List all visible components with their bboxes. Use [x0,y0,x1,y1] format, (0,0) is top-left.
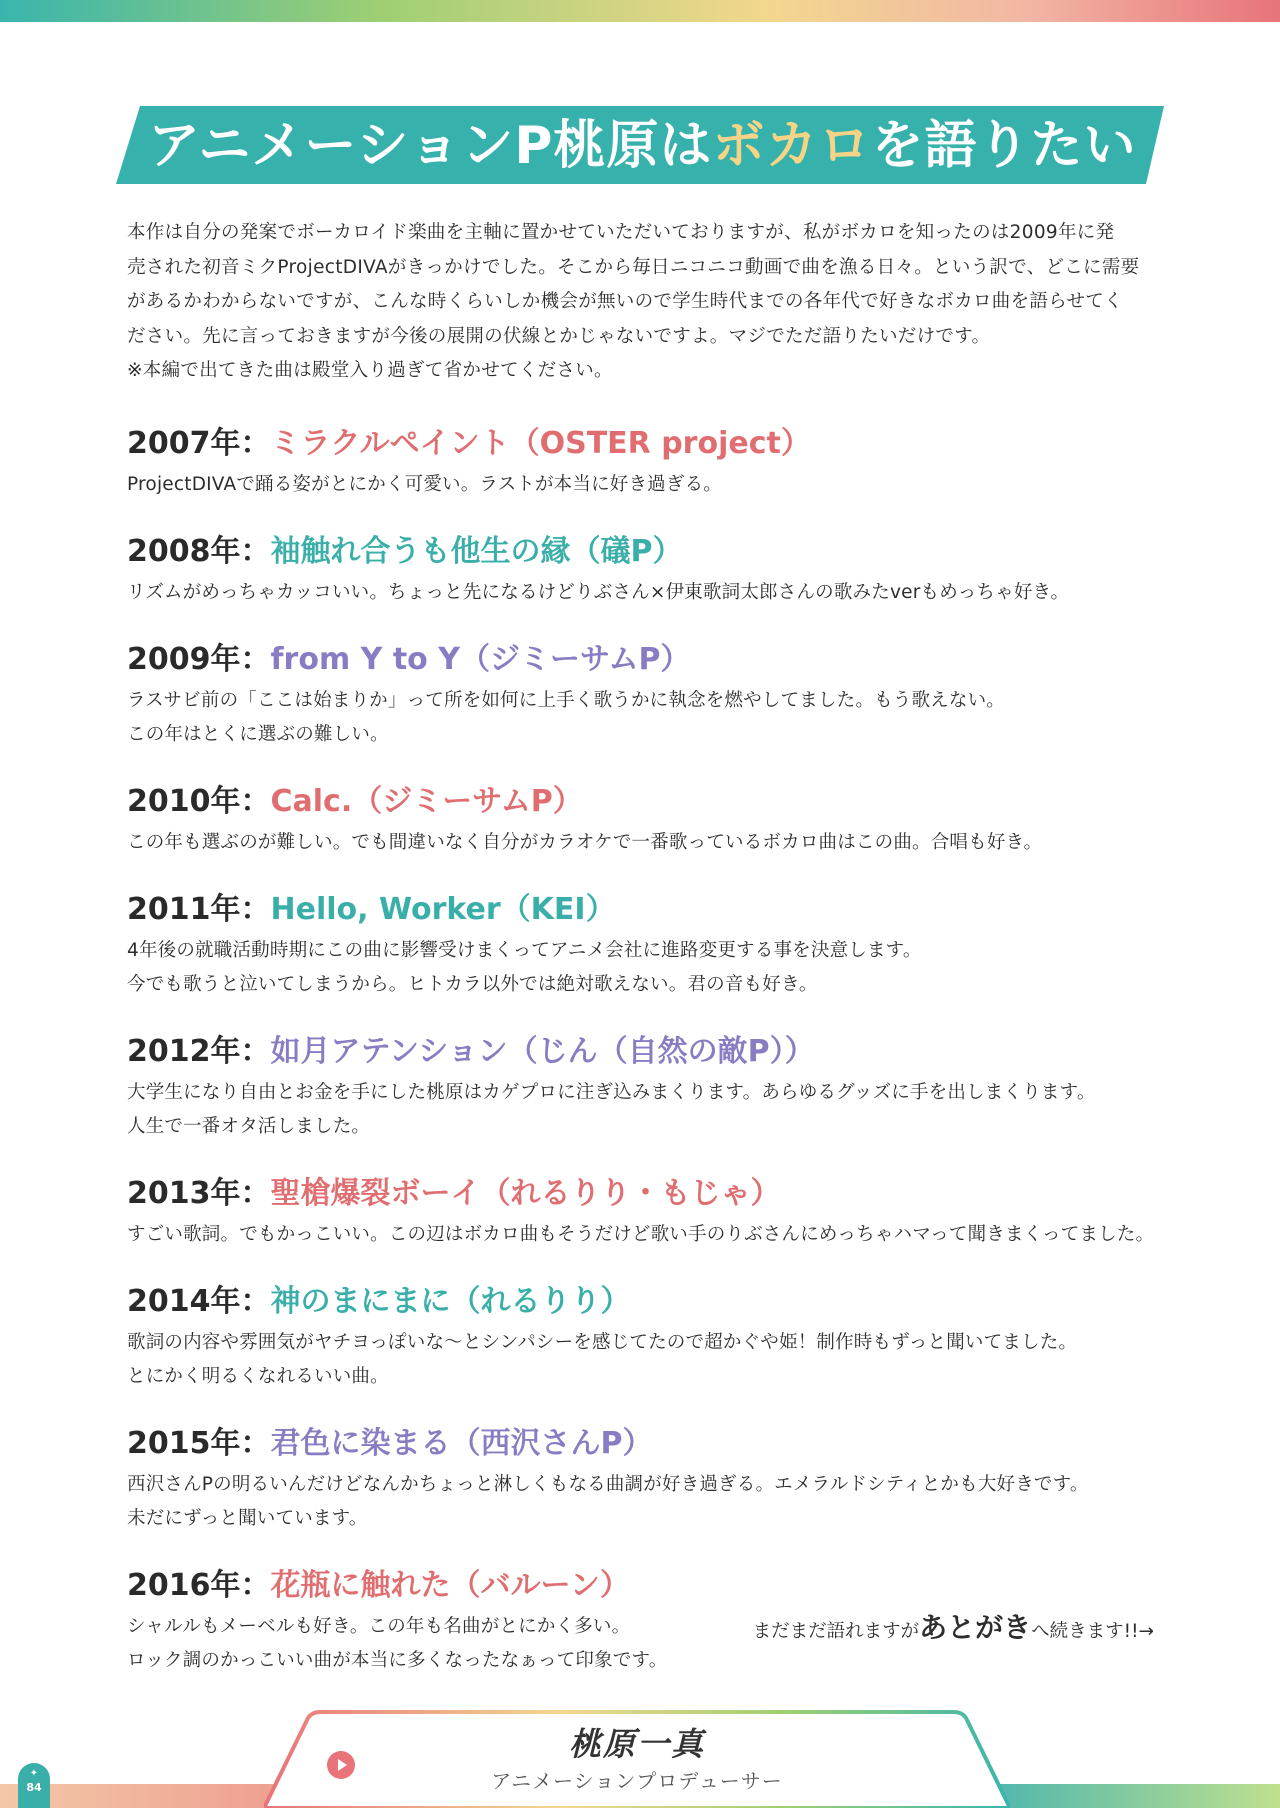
entry-comment: 人生で一番オタ活しました。 [127,1116,371,1137]
song-entry-2009 [127,636,1167,752]
author-role: アニメーションプロデューサー [491,1769,783,1793]
entry-year: 2015年： [127,1426,271,1461]
star-icon: ✦ [29,1768,39,1779]
entry-song: from Y to Y（ジミーサムP） [270,642,691,677]
entry-year: 2007年： [127,426,271,461]
song-entry-2014 [127,1278,1167,1394]
entry-comment: とにかく明るくなれるいい曲。 [127,1366,389,1387]
entry-comment: すごい歌詞。でもかっこいい。この辺はボカロ曲もそうだけど歌い手のりぶさんにめっちゃハマって聞きまくってました。 [127,1224,1155,1245]
outro-before: まだまだ語れますが [752,1621,920,1642]
intro-note: ※本編で出てきた曲は殿堂入り過ぎて省かせてください。 [127,360,613,381]
intro-paragraph [127,216,1157,389]
song-list [127,420,1167,1704]
outro-afterword: あとがき [919,1611,1032,1644]
continuation-note [600,1608,1154,1652]
title-accent: ボカロ [712,116,872,176]
entry-song: 神のまにまに（れるりり） [270,1284,631,1319]
entry-year: 2010年： [127,784,271,819]
intro-line: 売された初音ミクProjectDIVAがきっかけでした。そこから毎日ニコニコ動画で曲を漁る日々。という訳で、どこに需要 [127,256,1140,278]
entry-comment: ラスサビ前の「ここは始まりか」って所を如何に上手く歌うかに執念を燃やしてました。もう歌えない。 [127,690,1005,711]
top-gradient-bar [0,0,1280,22]
entry-song: Calc.（ジミーサムP） [270,784,583,819]
entry-comment: 今でも歌うと泣いてしまうから。ヒトカラ以外では絶対歌えない。君の音も好き。 [127,974,818,995]
intro-line: があるかわからないですが、こんな時くらいしか機会が無いので学生時代までの各年代で好きなボカロ曲を語らせてく [127,291,1123,312]
entry-comment: ProjectDIVAで踊る姿がとにかく可愛い。ラストが本当に好き過ぎる。 [127,474,722,495]
song-entry-2011 [127,886,1167,1002]
song-entry-2010 [127,778,1167,860]
song-entry-2008 [127,528,1167,610]
song-entry-2007 [127,420,1167,502]
song-entry-2015 [127,1420,1167,1536]
entry-year: 2011年： [127,892,271,927]
entry-year: 2014年： [127,1284,271,1319]
entry-year: 2012年： [127,1034,271,1069]
entry-comment: この年はとくに選ぶの難しい。 [127,724,389,745]
title-part-2: を語りたい [871,116,1137,176]
entry-year: 2016年： [127,1568,271,1603]
entry-song: 袖触れ合うも他生の縁（礒P） [270,534,683,569]
entry-comment: リズムがめっちゃカッコいい。ちょっと先になるけどりぶさん×伊東歌詞太郎さんの歌みたverもめっちゃ好き。 [127,582,1070,603]
outro-after: へ続きます!!→ [1031,1621,1154,1642]
entry-song: 君色に染まる（西沢さんP） [270,1426,653,1461]
page-number: 84 [26,1781,42,1794]
entry-comment: この年も選ぶのが難しい。でも間違いなく自分がカラオケで一番歌っているボカロ曲はこの曲。合唱も好き。 [127,832,1043,853]
entry-comment: 未だにずっと聞いています。 [127,1508,368,1529]
entry-year: 2009年： [127,642,271,677]
entry-comment: 大学生になり自由とお金を手にした桃原はカゲプロに注ぎ込みまくります。あらゆるグッズに手を出しまくります。 [127,1082,1096,1103]
entry-song: ミラクルペイント（OSTER project） [270,426,811,461]
footer-band-right [980,1784,1280,1808]
intro-line: ださい。先に言っておきますが今後の展開の伏線とかじゃないですよ。マジでただ語りたいだけです。 [127,325,991,347]
intro-line: 本作は自分の発案でボーカロイド楽曲を主軸に置かせていただいておりますが、私がボカロを知ったのは2009年に発 [127,222,1115,243]
entry-year: 2008年： [127,534,271,569]
entry-year: 2013年： [127,1176,271,1211]
entry-comment: 歌詞の内容や雰囲気がヤチヨっぽいな〜とシンパシーを感じてたので超かぐや姫！制作時もずっと聞いてました。 [127,1332,1078,1353]
entry-comment: シャルルもメーベルも好き。この年も名曲がとにかく多い。 [127,1616,631,1637]
entry-comment: 4年後の就職活動時期にこの曲に影響受けまくってアニメ会社に進路変更する事を決意します。 [127,940,922,961]
play-icon [326,1750,356,1780]
song-entry-2012 [127,1028,1167,1144]
page-title [148,110,1148,182]
song-entry-2013 [127,1170,1167,1252]
title-part-1: アニメーションP桃原は [148,116,713,176]
entry-song: 如月アテンション（じん（自然の敵P）） [270,1034,815,1069]
entry-comment: 西沢さんPの明るいんだけどなんかちょっと淋しくもなる曲調が好き過ぎる。エメラルドシティとかも大好きです。 [127,1474,1089,1495]
author-name: 桃原一真 [568,1725,705,1763]
entry-song: Hello, Worker（KEI） [270,892,616,927]
page-number-badge [18,1763,50,1808]
entry-song: 花瓶に触れた（バルーン） [270,1568,630,1603]
entry-comment: ロック調のかっこいい曲が本当に多くなったなぁって印象です。 [127,1650,668,1671]
entry-song: 聖槍爆裂ボーイ（れるりり・もじゃ） [270,1176,781,1211]
